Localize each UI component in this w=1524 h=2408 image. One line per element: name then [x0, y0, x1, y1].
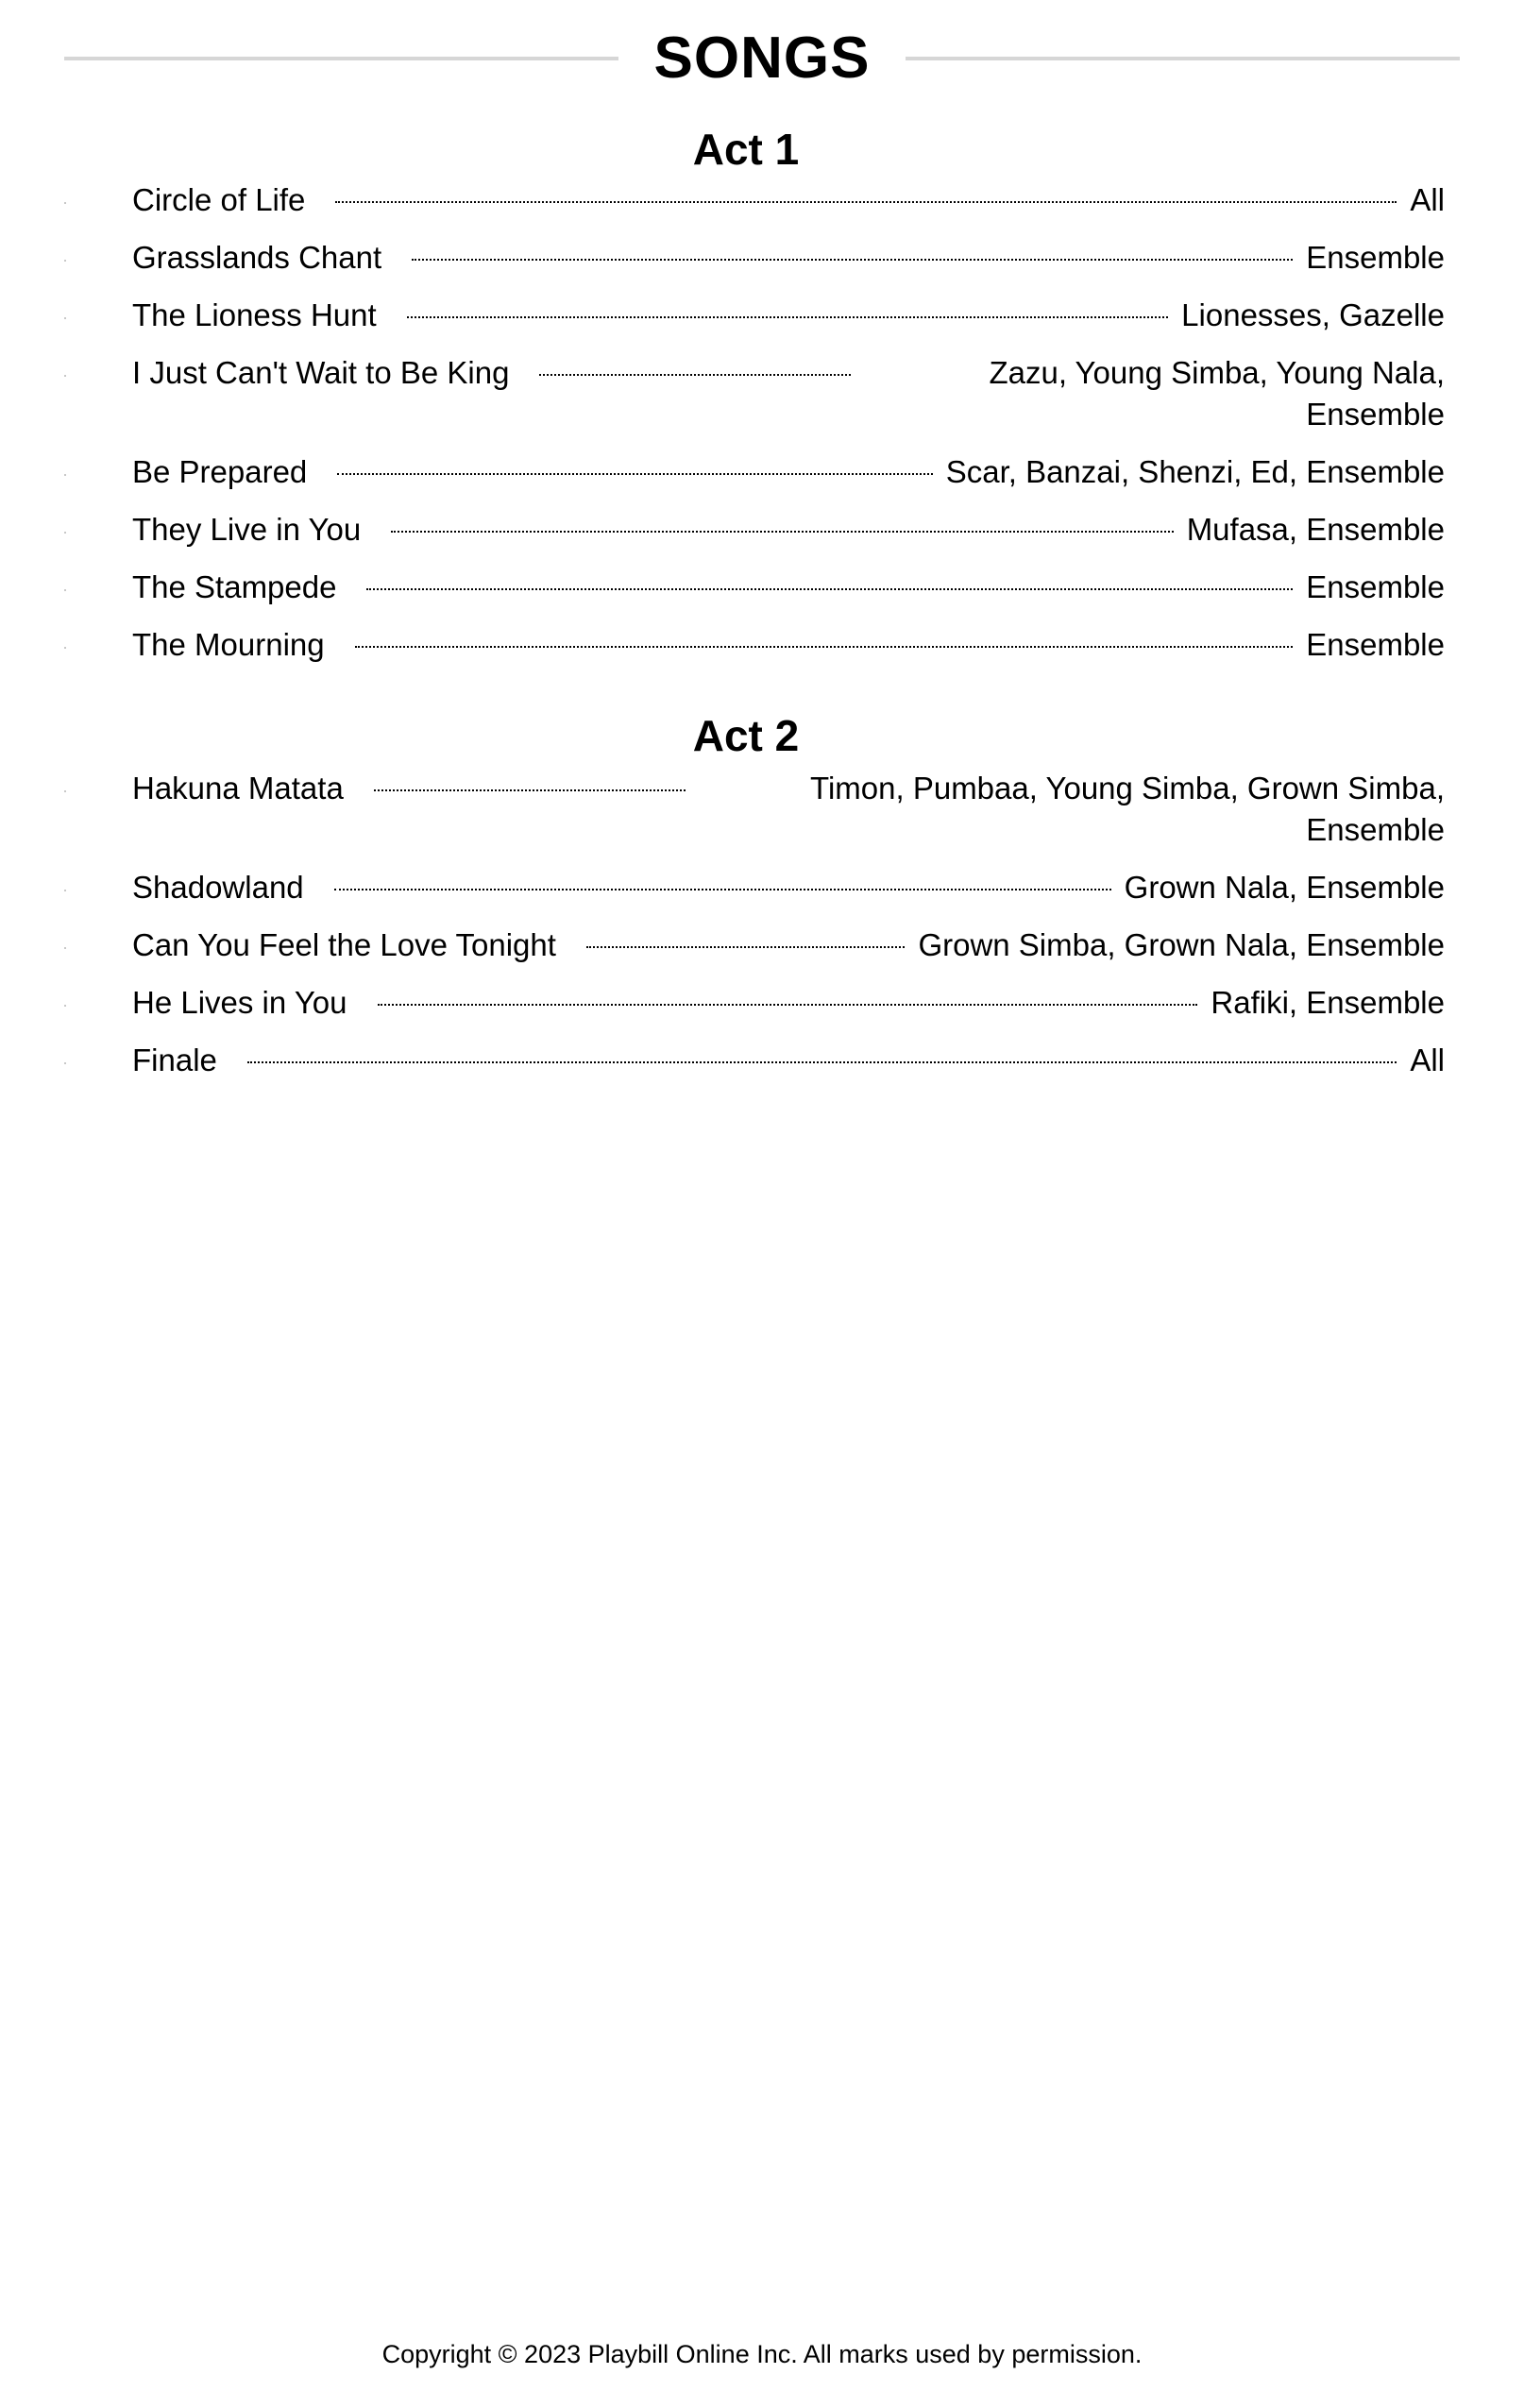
- song-title: Finale: [132, 1043, 217, 1077]
- song-row: [132, 982, 1445, 1024]
- dotted-leader: [391, 531, 1174, 533]
- song-title: The Lioness Hunt: [132, 297, 377, 332]
- act-2-song-list: [132, 768, 1445, 1097]
- page-title: SONGS: [653, 25, 871, 91]
- dotted-leader: [366, 588, 1293, 590]
- act-1-song-list: [132, 179, 1445, 682]
- dotted-leader: [412, 259, 1293, 261]
- song-title: Circle of Life: [132, 182, 306, 217]
- act-1-heading: Act 1: [692, 125, 800, 174]
- song-performers: Zazu, Young Simba, Young Nala, Ensemble: [989, 355, 1445, 432]
- song-performers: All: [1410, 182, 1445, 217]
- song-row: [132, 624, 1445, 666]
- song-row: [132, 768, 1445, 851]
- song-performers: Mufasa, Ensemble: [1186, 512, 1445, 547]
- dotted-leader: [539, 374, 851, 376]
- song-performers: Ensemble: [1306, 240, 1445, 275]
- songs-header: [64, 17, 1460, 100]
- dotted-leader: [337, 473, 932, 475]
- song-performers: All: [1410, 1043, 1445, 1077]
- header-rule-left: [64, 57, 618, 60]
- song-performers: Grown Simba, Grown Nala, Ensemble: [918, 927, 1445, 962]
- song-title: Grasslands Chant: [132, 240, 382, 275]
- dotted-leader: [586, 946, 906, 948]
- song-title: Be Prepared: [132, 454, 308, 489]
- song-title: He Lives in You: [132, 985, 347, 1020]
- song-performers: Rafiki, Ensemble: [1211, 985, 1445, 1020]
- dotted-leader: [378, 1004, 1198, 1006]
- song-title: They Live in You: [132, 512, 362, 547]
- song-title: Shadowland: [132, 870, 304, 905]
- song-performers: Ensemble: [1306, 569, 1445, 604]
- song-row: [132, 867, 1445, 908]
- song-row: [132, 179, 1445, 221]
- dotted-leader: [407, 316, 1169, 318]
- song-title: Hakuna Matata: [132, 771, 344, 805]
- dotted-leader: [335, 201, 1397, 203]
- song-performers: Ensemble: [1306, 627, 1445, 662]
- dotted-leader: [247, 1061, 1397, 1063]
- song-performers: Timon, Pumbaa, Young Simba, Grown Simba, Ensemble: [810, 771, 1445, 847]
- song-performers: Scar, Banzai, Shenzi, Ed, Ensemble: [945, 454, 1445, 489]
- song-title: Can You Feel the Love Tonight: [132, 927, 556, 962]
- dotted-leader: [355, 646, 1294, 648]
- song-row: [132, 1040, 1445, 1081]
- song-row: [132, 352, 1445, 435]
- song-title: I Just Can't Wait to Be King: [132, 355, 510, 390]
- copyright-footer: Copyright © 2023 Playbill Online Inc. All marks used by permission.: [381, 2340, 1143, 2368]
- header-rule-right: [906, 57, 1460, 60]
- song-performers: Grown Nala, Ensemble: [1124, 870, 1445, 905]
- song-row: [132, 451, 1445, 493]
- song-row: [132, 509, 1445, 551]
- song-row: [132, 924, 1445, 966]
- dotted-leader: [374, 789, 686, 791]
- song-title: The Mourning: [132, 627, 325, 662]
- song-row: [132, 295, 1445, 336]
- song-row: [132, 567, 1445, 608]
- song-row: [132, 237, 1445, 279]
- act-2-heading: Act 2: [692, 711, 800, 760]
- song-performers: Lionesses, Gazelle: [1181, 297, 1445, 332]
- song-title: The Stampede: [132, 569, 337, 604]
- dotted-leader: [334, 889, 1111, 890]
